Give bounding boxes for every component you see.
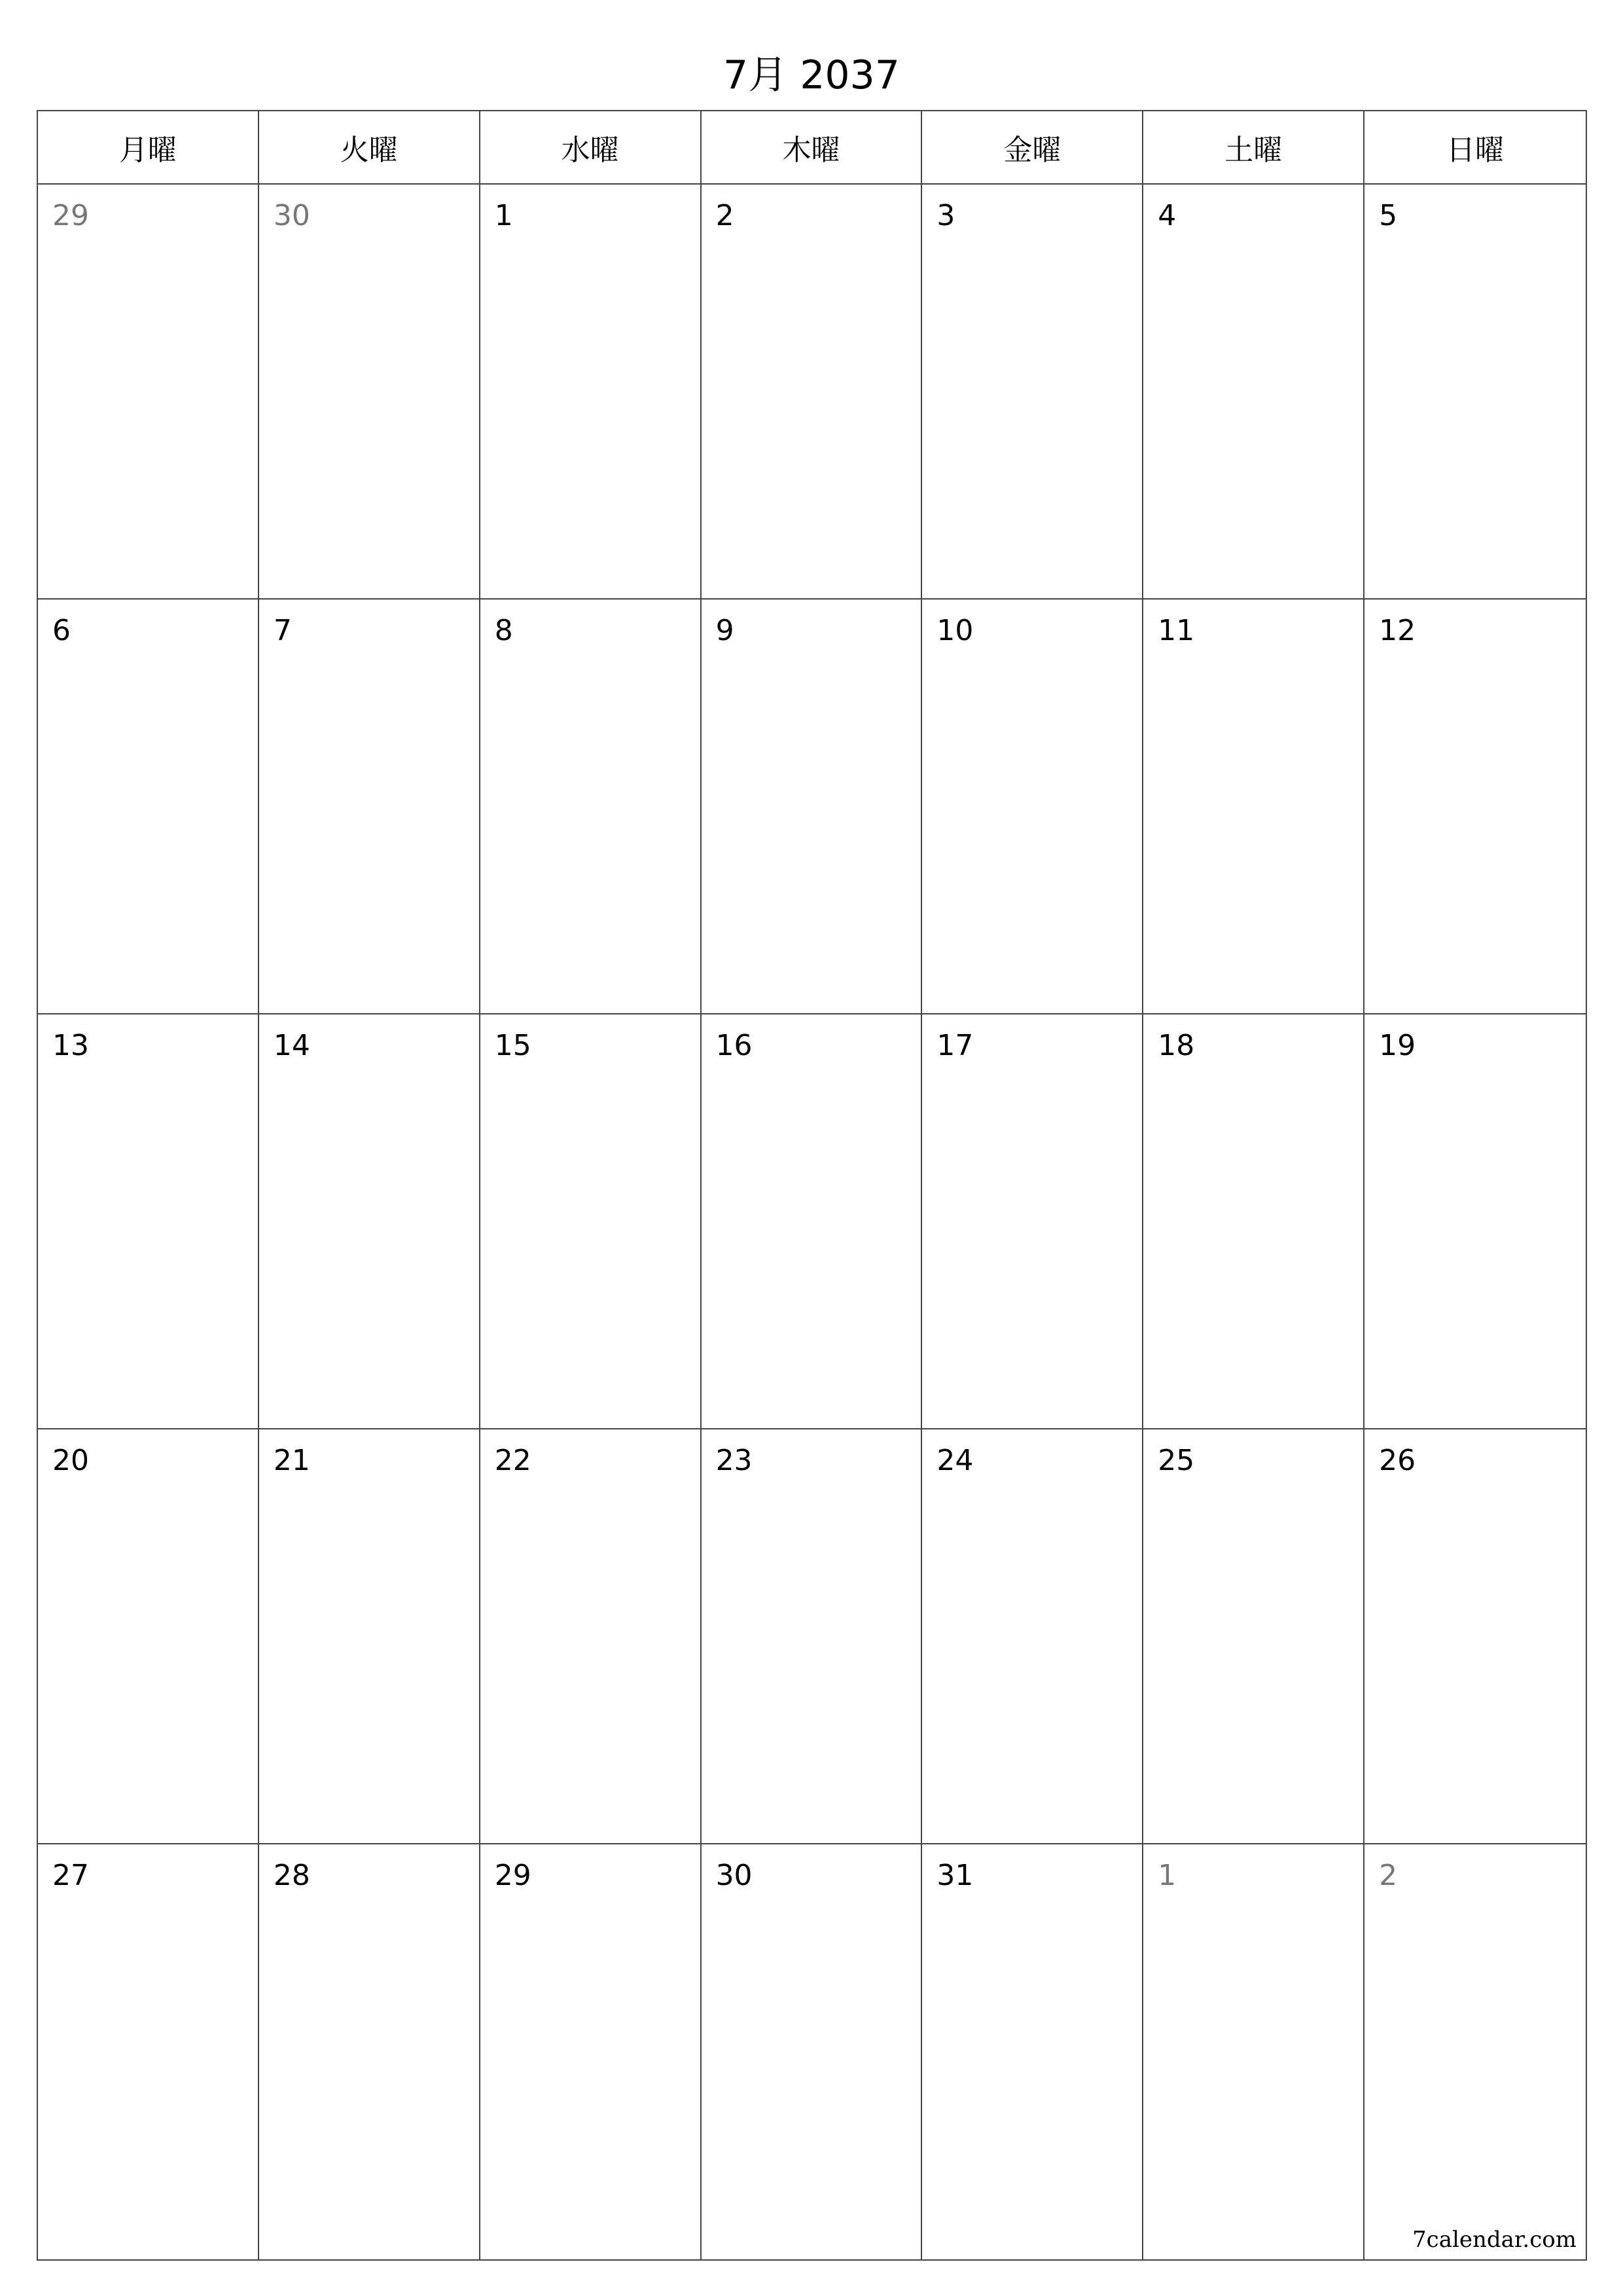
day-number: 13: [52, 1029, 89, 1062]
day-number: 1: [494, 199, 513, 232]
weekday-friday: 金曜: [922, 111, 1143, 183]
day-cell: [259, 1014, 480, 1429]
day-number: 28: [273, 1859, 310, 1892]
day-number: 2: [715, 199, 734, 232]
day-number: 12: [1379, 614, 1416, 647]
day-number: 1: [1158, 1859, 1177, 1892]
day-number: 6: [52, 614, 71, 647]
day-number: 16: [715, 1029, 753, 1062]
day-number: 18: [1158, 1029, 1195, 1062]
weekday-sunday: 日曜: [1446, 134, 1505, 167]
day-cell: [259, 1844, 480, 2259]
day-cell: [702, 185, 923, 600]
day-cell: [1364, 1429, 1586, 1844]
day-number: 8: [494, 614, 513, 647]
day-cell: [922, 1014, 1143, 1429]
day-cell: [1143, 185, 1364, 600]
day-number: 31: [936, 1859, 974, 1892]
day-cell: [1364, 185, 1586, 600]
day-number: 9: [715, 614, 734, 647]
day-number: 10: [936, 614, 974, 647]
day-number: 17: [936, 1029, 974, 1062]
day-cell: [1364, 1014, 1586, 1429]
weekday-tuesday: 火曜: [259, 111, 480, 183]
day-cell: [922, 1429, 1143, 1844]
day-cell: [1143, 1429, 1364, 1844]
day-cell: [1143, 600, 1364, 1014]
day-number: 23: [715, 1444, 753, 1477]
day-cell: [38, 1844, 259, 2259]
day-cell: [702, 600, 923, 1014]
day-cell: [1143, 1844, 1364, 2259]
day-number: 19: [1379, 1029, 1416, 1062]
watermark: 7calendar.com: [1412, 2227, 1577, 2253]
day-cell: [480, 1844, 702, 2259]
day-number: 24: [936, 1444, 974, 1477]
day-number: 27: [52, 1859, 89, 1892]
day-number: 30: [273, 199, 310, 232]
weekday-saturday: 土曜: [1143, 111, 1364, 183]
day-cell: [38, 1014, 259, 1429]
day-number: 25: [1158, 1444, 1195, 1477]
weekday-monday: 月曜: [38, 111, 259, 183]
calendar-title: 7月 2037: [723, 52, 900, 98]
day-number: 20: [52, 1444, 89, 1477]
day-number: 4: [1158, 199, 1177, 232]
day-cell: [38, 600, 259, 1014]
calendar-grid: [37, 110, 1587, 2261]
day-number: 11: [1158, 614, 1195, 647]
day-number: 3: [936, 199, 955, 232]
day-cell: [259, 600, 480, 1014]
day-cell: [922, 185, 1143, 600]
day-cell: [480, 600, 702, 1014]
day-cell: [38, 1429, 259, 1844]
day-number: 26: [1379, 1444, 1416, 1477]
day-cell: [1364, 1844, 1586, 2259]
day-cell: [1364, 600, 1586, 1014]
day-cell: [480, 185, 702, 600]
day-number: 14: [273, 1029, 310, 1062]
day-number: 5: [1379, 199, 1398, 232]
day-cell: [702, 1429, 923, 1844]
day-cell: [1143, 1014, 1364, 1429]
day-number: 22: [494, 1444, 531, 1477]
day-cell: [922, 600, 1143, 1014]
day-cell: [259, 1429, 480, 1844]
day-cell: [38, 185, 259, 600]
day-number: 29: [52, 199, 89, 232]
day-cell: [480, 1014, 702, 1429]
weekday-header: [38, 111, 1586, 185]
day-number: 15: [494, 1029, 531, 1062]
day-number: 7: [273, 614, 292, 647]
day-number: 21: [273, 1444, 310, 1477]
day-number: 29: [494, 1859, 531, 1892]
day-cell: [702, 1844, 923, 2259]
day-cell: [922, 1844, 1143, 2259]
day-number: 2: [1379, 1859, 1398, 1892]
day-number: 30: [715, 1859, 753, 1892]
weekday-wednesday: 水曜: [480, 111, 702, 183]
day-cell: [702, 1014, 923, 1429]
day-cell: [259, 185, 480, 600]
weekday-thursday: 木曜: [702, 111, 923, 183]
weeks-grid: [38, 185, 1586, 2259]
day-cell: [480, 1429, 702, 1844]
